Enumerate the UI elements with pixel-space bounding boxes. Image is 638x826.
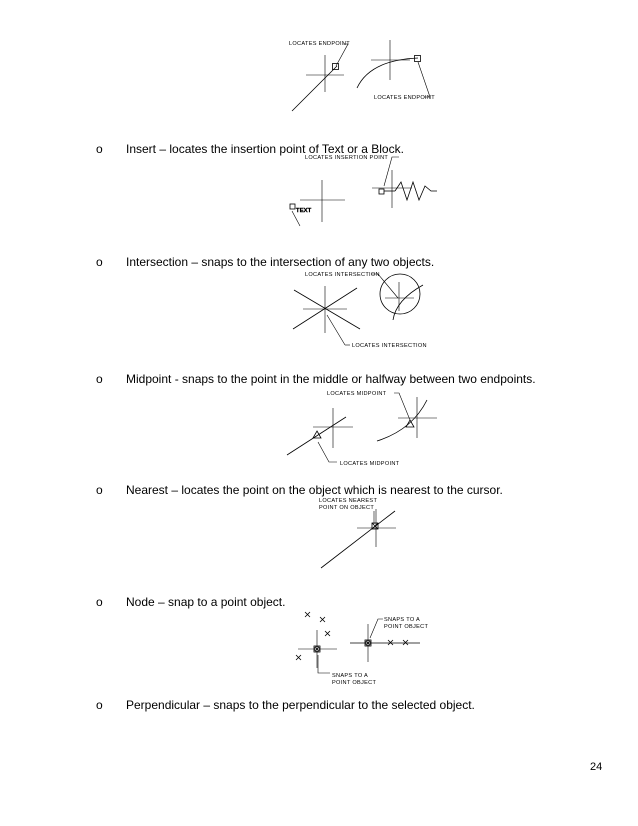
leader-line [370,619,383,638]
point-object-x [320,617,325,622]
object-line [321,511,395,568]
insertion-marker [379,189,384,194]
label-locates-insertion-point: LOCATES INSERTION POINT [305,155,389,161]
point-object-x [388,640,393,645]
bullet-marker: o [96,483,103,497]
leader-line [384,157,399,186]
sample-text: TEXT [296,208,312,214]
bullet-text: Nearest – locates the point on the object which is nearest to the cursor. [126,483,503,497]
figure-nearest [319,498,396,568]
object-line [292,66,337,111]
object-arc [357,58,418,88]
object-line [294,290,360,329]
bullet-marker: o [96,698,103,712]
label-locates-nearest-line1: LOCATES NEAREST [319,498,378,504]
bullet-text: Insert – locates the insertion point of Text or a Block. [126,142,404,156]
label-locates-intersection-bottom: LOCATES INTERSECTION [352,343,427,349]
figure-insert [290,155,437,226]
label-snaps-to-point-bottom-line1: SNAPS TO A [332,673,369,679]
midpoint-marker [313,431,321,438]
label-snaps-to-point-bottom-line2: POINT OBJECT [332,680,377,686]
endpoint-marker [333,64,339,70]
bullet-marker: o [96,255,103,269]
bullet-text: Node – snap to a point object. [126,595,286,609]
label-snaps-to-point-right-line1: SNAPS TO A [384,617,421,623]
figure-intersection [293,272,427,349]
figure-node [296,612,428,686]
object-circle [380,274,420,314]
label-snaps-to-point-right-line2: POINT OBJECT [384,624,429,630]
point-object-x [325,631,330,636]
page-number: 24 [590,761,603,773]
label-locates-intersection-top: LOCATES INTERSECTION [305,272,380,278]
point-object-x [296,655,301,660]
bullet-marker: o [96,595,103,609]
bullet-text: Intersection – snaps to the intersection of any two objects. [126,255,435,269]
object-arc [377,400,427,441]
point-object-x [403,640,408,645]
figure-midpoint [287,391,437,467]
bullet-text: Perpendicular – snaps to the perpendicular to the selected object. [126,698,475,712]
label-locates-endpoint-left: LOCATES ENDPOINT [289,41,350,47]
leader-line [394,393,410,420]
midpoint-marker [406,420,414,427]
bullet-marker: o [96,372,103,386]
bullet-text: Midpoint - snaps to the point in the middle or halfway between two endpoints. [126,372,536,386]
label-locates-nearest-line2: POINT ON OBJECT [319,505,375,511]
leader-line [327,315,345,345]
insertion-marker [290,204,295,209]
figure-endpoint [289,40,435,111]
leader-line [418,62,430,97]
object-line [287,417,346,455]
label-locates-endpoint-right: LOCATES ENDPOINT [374,95,435,101]
block-zigzag [395,182,437,200]
leader-line [318,655,330,673]
leader-line [336,44,348,66]
bullet-marker: o [96,142,103,156]
label-locates-midpoint-bottom: LOCATES MIDPOINT [340,461,400,467]
label-locates-midpoint-top: LOCATES MIDPOINT [327,391,387,397]
leader-line [318,442,337,462]
point-object-x [305,612,310,617]
